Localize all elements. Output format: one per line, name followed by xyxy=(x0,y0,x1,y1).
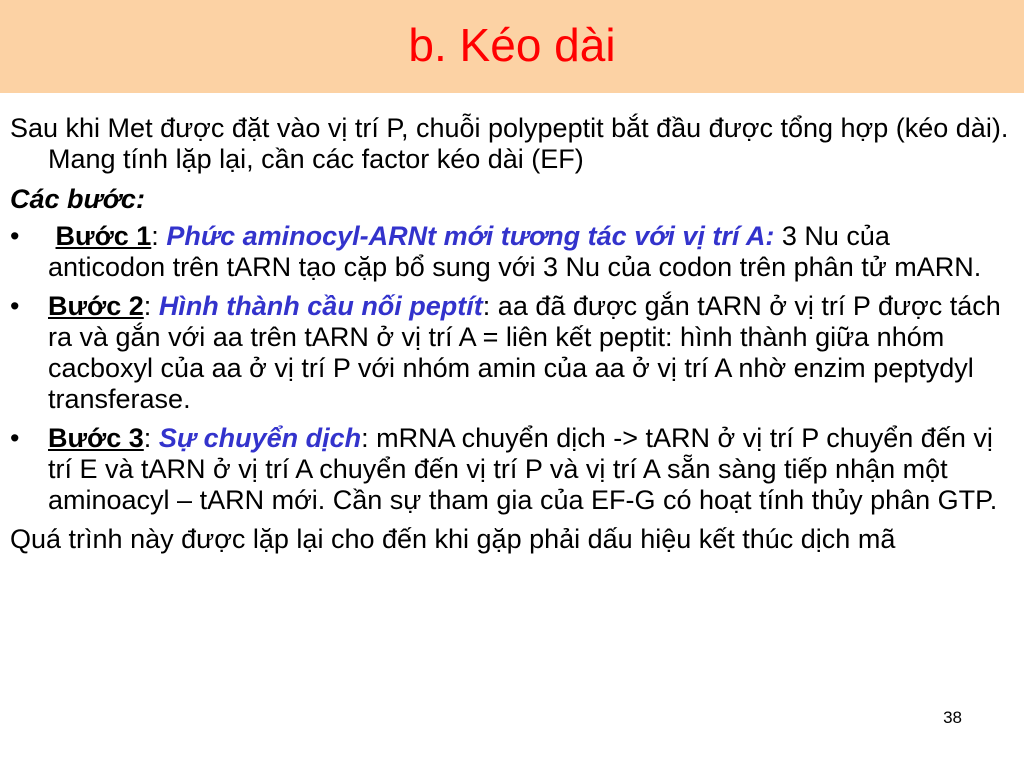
step-3-item xyxy=(10,423,1010,516)
bullet-icon: • xyxy=(10,291,20,321)
bullet-icon: • xyxy=(10,423,20,453)
step-3-label: Bước 3 xyxy=(48,423,144,453)
step-2-colon: : xyxy=(143,291,152,321)
step-2-label: Bước 2 xyxy=(48,291,144,321)
slide-title: b. Kéo dài xyxy=(408,18,616,71)
slide-content xyxy=(10,113,1010,564)
step-3-text: : mRNA chuyển dịch -> tARN ở vị trí P chuyển đến vị trí E và tARN ở vị trí A chuyển đến vị trí P và vị trí A sẵn sàng tiếp nhận một aminoacyl – tARN mới. Cần sự tham gia của EF-G có hoạt tính thủy phân GTP. xyxy=(48,423,998,515)
intro-paragraph: Sau khi Met được đặt vào vị trí P, chuỗi polypeptit bắt đầu được tổng hợp (kéo dài). Mang tính lặp lại, cần các factor kéo dài (EF) xyxy=(10,113,1009,174)
step-1-colon: : xyxy=(151,221,159,251)
conclusion-paragraph: Quá trình này được lặp lại cho đến khi gặp phải dấu hiệu kết thúc dịch mã xyxy=(10,524,896,554)
step-2-title: Hình thành cầu nối peptít xyxy=(158,291,483,321)
step-1-label: Bước 1 xyxy=(55,221,152,251)
step-2-text: : aa đã được gắn tARN ở vị trí P được tách ra và gắn với aa trên tARN ở vị trí A = liên kết peptit: hình thành giữa nhóm cacboxyl của aa ở vị trí P với nhóm amin của aa ở vị trí A nhờ enzim peptydyl transferase. xyxy=(48,291,1001,414)
step-1-title: Phức aminocyl-ARNt mới tương tác với vị trí A: xyxy=(166,221,775,251)
step-3-colon: : xyxy=(143,423,152,453)
bullet-icon: • xyxy=(10,221,20,251)
steps-heading: Các bước: xyxy=(10,184,145,214)
step-3-title: Sự chuyển dịch xyxy=(158,423,362,453)
page-number: 38 xyxy=(943,708,962,727)
step-2-item xyxy=(10,291,1010,415)
title-bar xyxy=(0,0,1024,93)
step-1-text: 3 Nu của anticodon trên tARN tạo cặp bổ sung với 3 Nu của codon trên phân tử mARN. xyxy=(48,221,982,282)
step-1-item xyxy=(10,221,1010,283)
